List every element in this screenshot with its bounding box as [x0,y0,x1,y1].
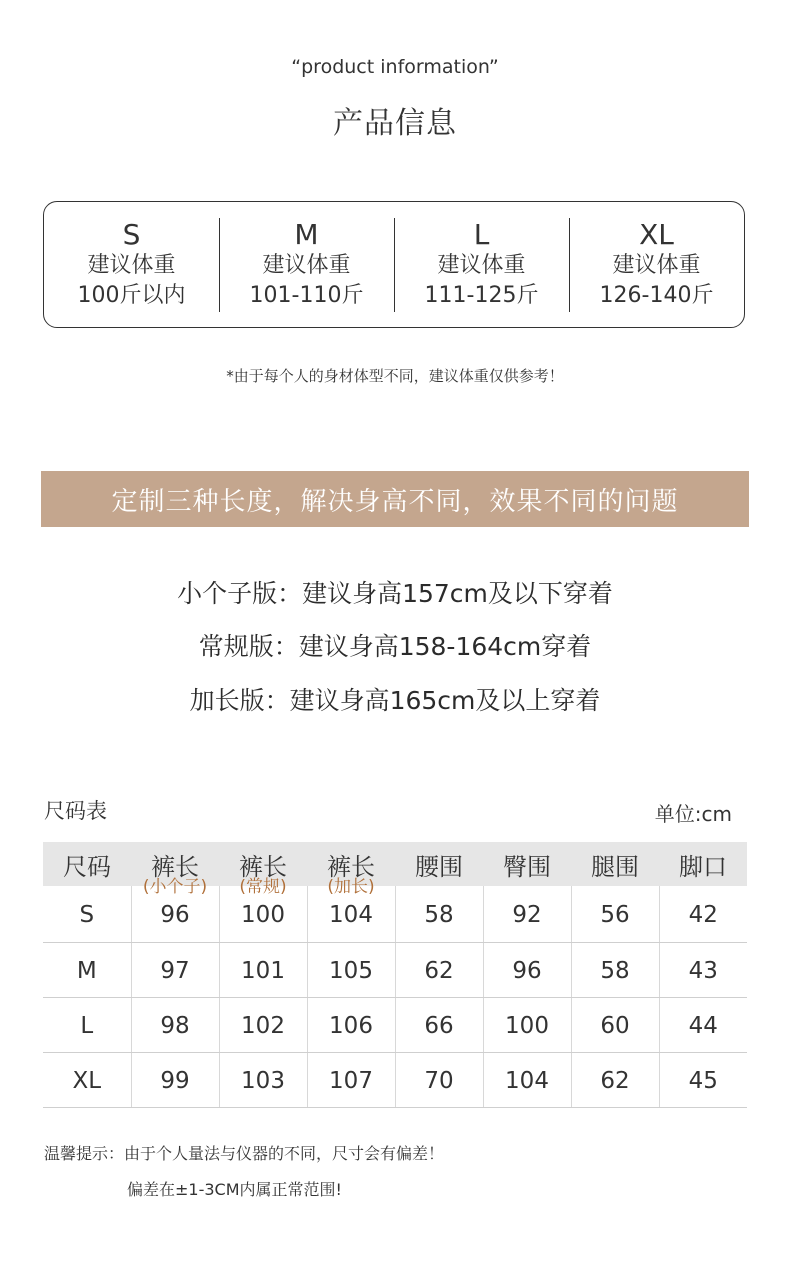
header-size [43,842,131,886]
header-main: 脚口 [679,852,727,881]
header-main: 臀围 [503,852,551,881]
banner-text: 定制三种长度，解决身高不同，效果不同的问题 [111,486,679,517]
table-cell: 60 [571,998,659,1053]
table-cell: 66 [395,998,483,1053]
weight-caption: 建议体重 [612,252,701,278]
header-main: 尺码 [63,852,111,881]
table-cell: 106 [307,998,395,1053]
header-main: 腿围 [591,852,639,881]
header-length-petite [131,842,219,897]
table-cell: 44 [659,998,747,1053]
table-cell: 102 [219,998,307,1053]
weight-disclaimer: *由于每个人的身材体型不同，建议体重仅供参考！ [226,367,564,385]
header-main: 裤长 [151,852,199,881]
size-chart-title: 尺码表 [44,799,107,823]
header-hip [483,842,571,886]
table-cell: 62 [395,943,483,998]
measurement-tip: 温馨提示：由于个人量法与仪器的不同，尺寸会有偏差！ [44,1144,445,1163]
header-sub: (加长) [327,877,375,897]
header-main: 裤长 [239,852,287,881]
header-sub: (常规) [239,877,287,897]
table-cell: L [43,998,131,1053]
weight-range: 101-110斤 [249,282,364,308]
unit-label: 单位:cm [654,802,732,826]
length-banner [41,471,749,527]
table-cell: 101 [219,943,307,998]
weight-size-label: L [473,217,490,251]
header-hem [659,842,747,886]
weight-size-label: XL [639,217,674,251]
table-cell: M [43,943,131,998]
header-sub: (小个子) [142,877,208,897]
table-cell: 45 [659,1053,747,1108]
length-option-long: 加长版：建议身高165cm及以上穿着 [189,686,601,715]
weight-caption: 建议体重 [437,252,526,278]
table-cell: 92 [483,886,571,943]
weight-col-s [44,218,219,312]
weight-size-label: M [294,217,319,251]
table-cell: 58 [571,943,659,998]
header-main: 腰围 [415,852,463,881]
table-row [43,943,747,998]
subtitle-english: “product information” [291,56,499,78]
table-cell: 96 [483,943,571,998]
table-cell: 70 [395,1053,483,1108]
weight-size-label: S [122,217,141,251]
table-cell: 96 [131,886,219,943]
weight-range: 126-140斤 [599,282,714,308]
page-title: 产品信息 [333,106,457,141]
header-thigh [571,842,659,886]
table-cell: 103 [219,1053,307,1108]
table-cell: 100 [483,998,571,1053]
table-cell: 105 [307,943,395,998]
table-cell: 104 [483,1053,571,1108]
weight-caption: 建议体重 [87,252,176,278]
weight-guide-box [43,201,745,328]
table-header-row [43,842,747,886]
size-table [43,842,747,1108]
table-cell: 43 [659,943,747,998]
header-waist [395,842,483,886]
length-option-regular: 常规版：建议身高158-164cm穿着 [198,632,592,661]
table-cell: 99 [131,1053,219,1108]
weight-col-l [394,218,569,312]
table-cell: 98 [131,998,219,1053]
weight-col-m [219,218,394,312]
table-cell: XL [43,1053,131,1108]
table-cell: 56 [571,886,659,943]
weight-range: 111-125斤 [424,282,539,308]
header-length-long [307,842,395,897]
table-cell: 97 [131,943,219,998]
header-main: 裤长 [327,852,375,881]
table-row [43,998,747,1053]
table-cell: 100 [219,886,307,943]
table-cell: 107 [307,1053,395,1108]
table-cell: 104 [307,886,395,943]
table-cell: 58 [395,886,483,943]
weight-caption: 建议体重 [262,252,351,278]
table-cell: 42 [659,886,747,943]
weight-col-xl [569,218,744,312]
tolerance-tip: 偏差在±1-3CM内属正常范围! [127,1180,342,1199]
table-row [43,1053,747,1108]
length-option-petite: 小个子版：建议身高157cm及以下穿着 [177,579,613,608]
header-length-regular [219,842,307,897]
table-cell: 62 [571,1053,659,1108]
table-cell: S [43,886,131,943]
weight-range: 100斤以内 [77,282,186,308]
